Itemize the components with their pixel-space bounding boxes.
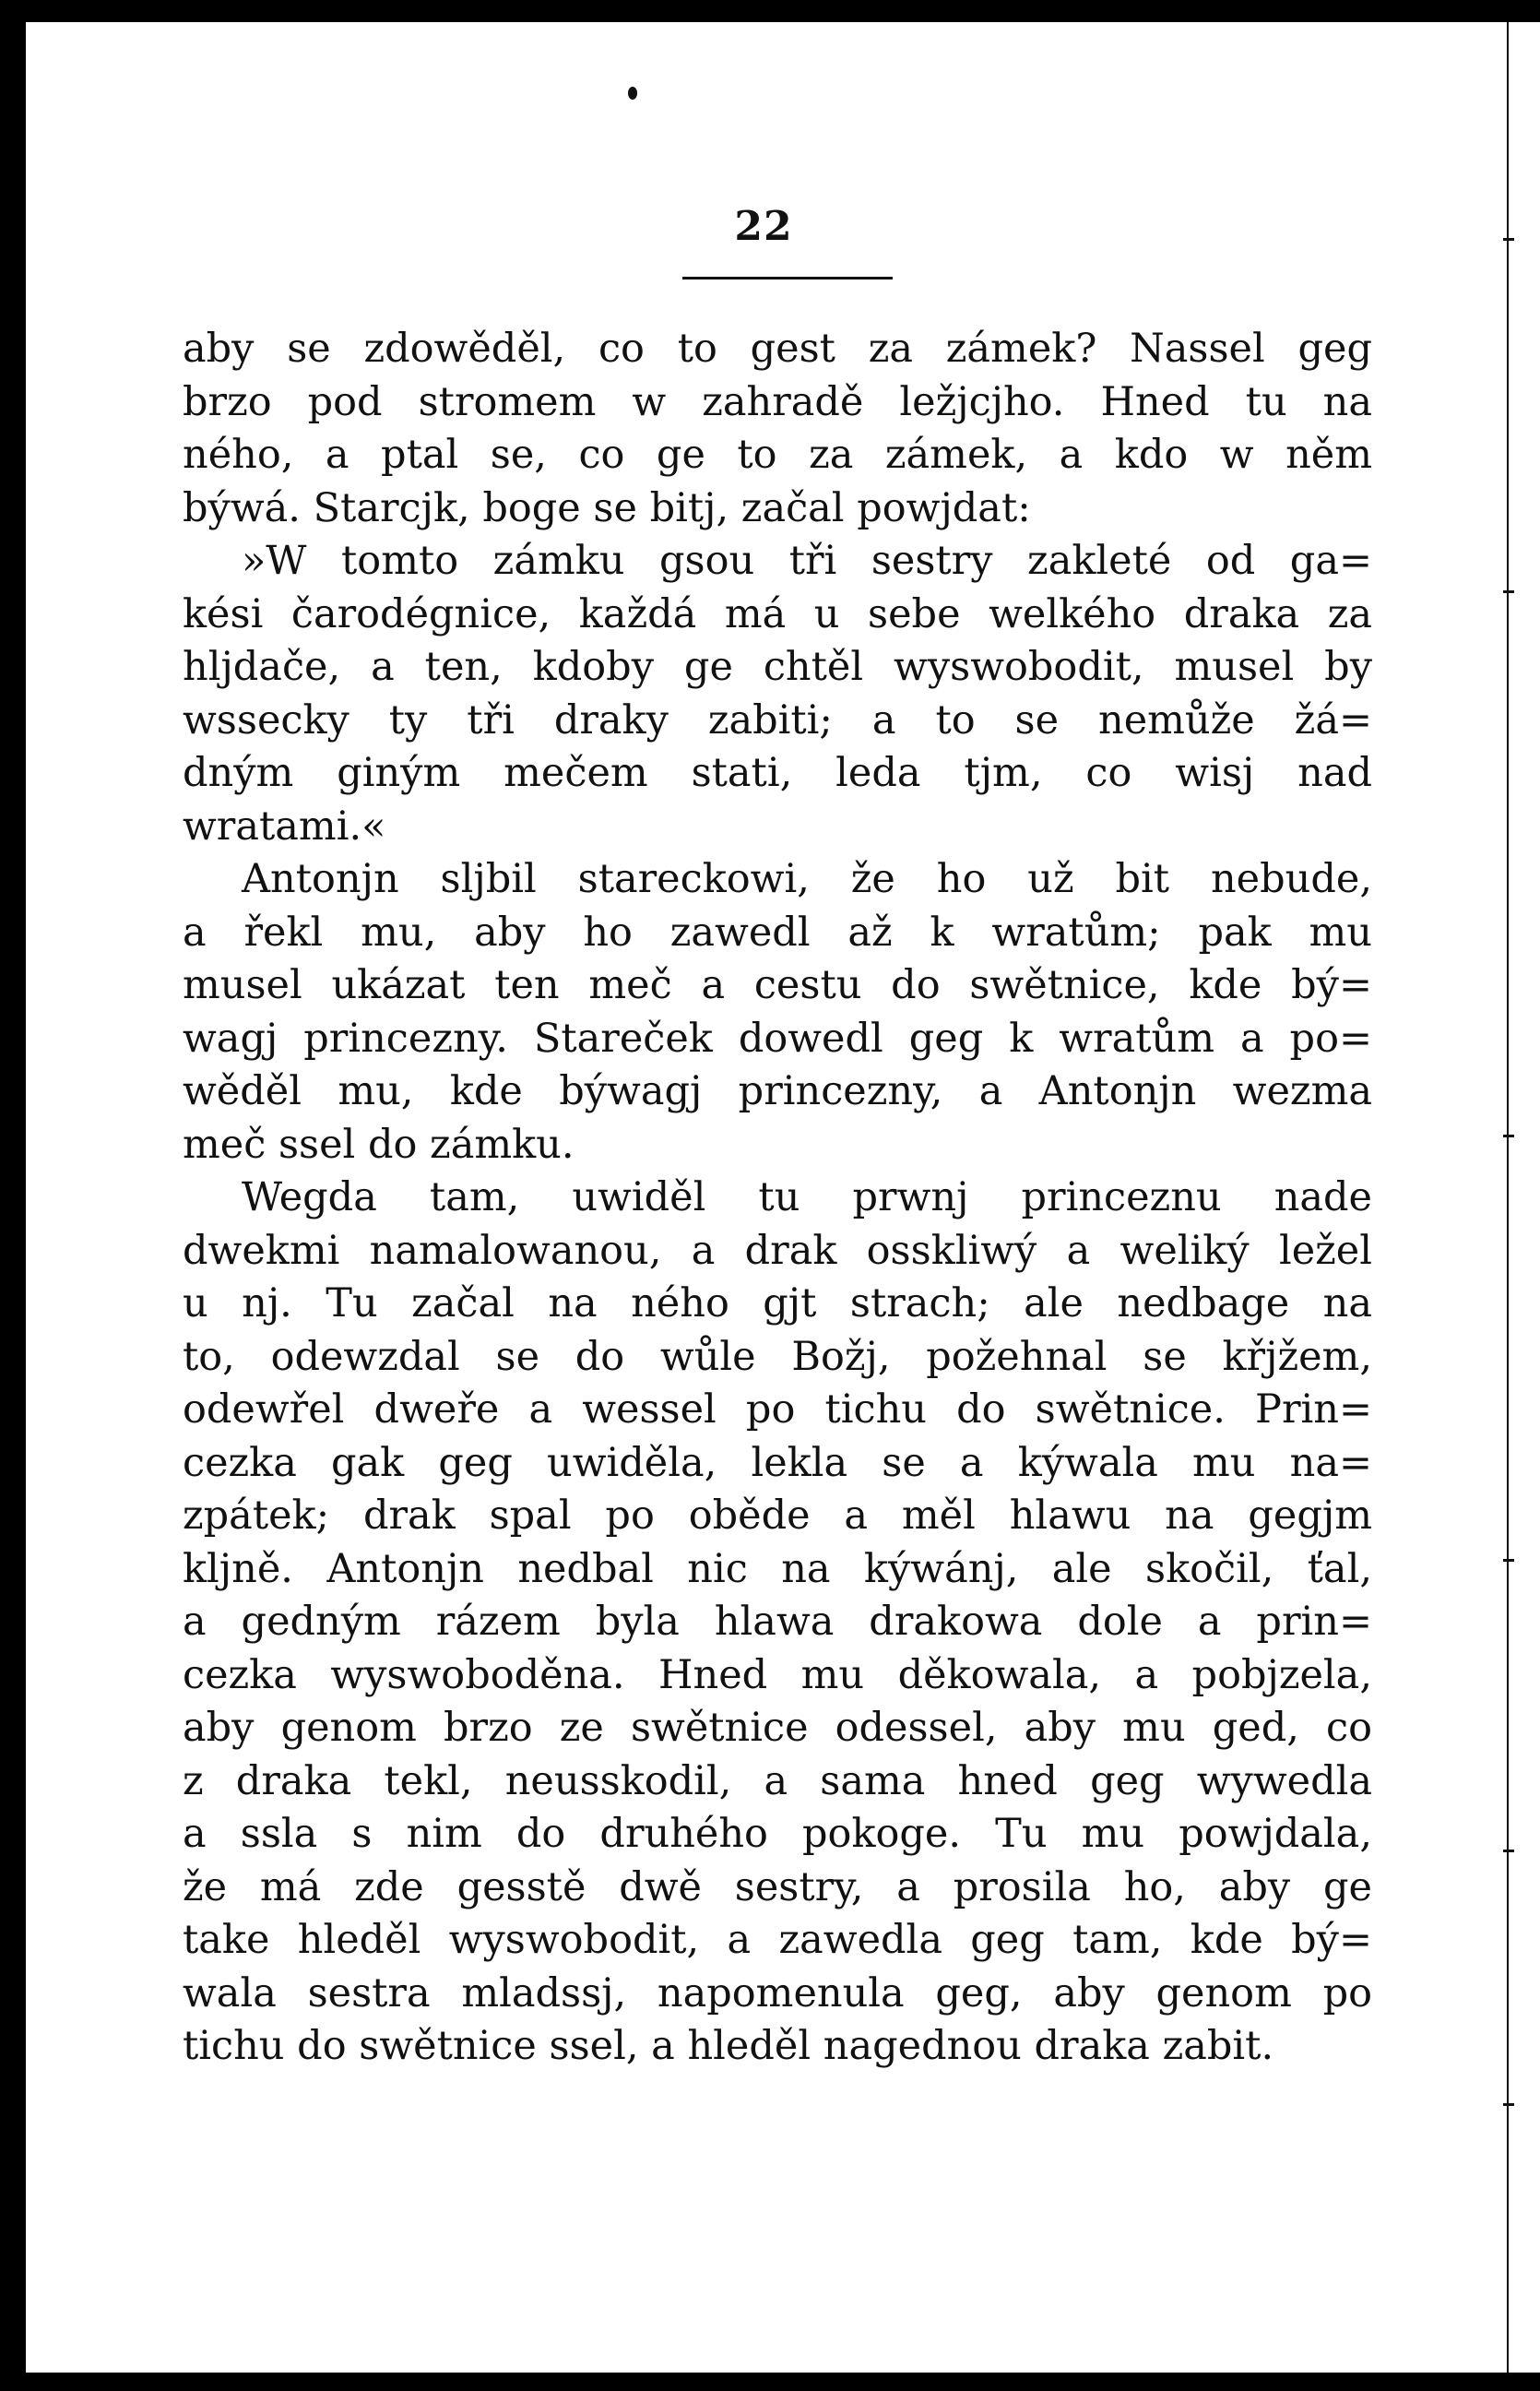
body-text — [183, 323, 1372, 2074]
text-line: aby se zdowěděl, co to gest za zámek? Nassel geg — [183, 326, 1372, 372]
text-line: cezka gak geg uwiděla, lekla se a kýwala mu na= — [183, 1439, 1372, 1486]
text-line: z draka tekl, neusskodil, a sama hned geg wywedla — [183, 1757, 1372, 1804]
edge-tick — [1503, 1135, 1514, 1137]
text-line: meč ssel do zámku. — [183, 1121, 575, 1168]
text-line: že má zde gesstě dwě sestry, a prosila ho, aby ge — [183, 1863, 1372, 1910]
text-line: wěděl mu, kde býwagj princezny, a Antonjn wezma — [183, 1068, 1372, 1114]
text-line: wratami.« — [183, 803, 386, 850]
text-line: a řekl mu, aby ho zawedl až k wratům; pak mu — [183, 909, 1372, 956]
text-line: cezka wyswoboděna. Hned mu děkowala, a pobjzela, — [183, 1651, 1372, 1698]
page-number: 22 — [734, 203, 793, 250]
text-line: kljně. Antonjn nedbal nic na kýwánj, ale skočil, ťal, — [183, 1545, 1372, 1592]
text-line: a gedným rázem byla hlawa drakowa dole a prin= — [183, 1599, 1372, 1645]
edge-tick — [1503, 1850, 1514, 1852]
text-line: u nj. Tu začal na ného gjt strach; ale nedbage na — [183, 1280, 1372, 1326]
edge-tick — [1503, 590, 1514, 593]
gutter-strip — [1509, 22, 1540, 2373]
text-line: wagj princezny. Stareček dowedl geg k wratům a po= — [183, 1015, 1372, 1062]
text-line: ného, a ptal se, co ge to za zámek, a kdo w něm — [183, 432, 1372, 478]
text-line: take hleděl wyswobodit, a zawedla geg tam, kde bý= — [183, 1917, 1372, 1963]
text-line: wssecky ty tři draky zabiti; a to se nemůže žá= — [183, 696, 1372, 743]
text-line: tichu do swětnice ssel, a hleděl nagednou draka zabit. — [183, 2023, 1274, 2069]
ink-speck — [628, 87, 637, 100]
edge-tick — [1503, 1559, 1514, 1562]
text-line: aby genom brzo ze swětnice odessel, aby mu ged, co — [183, 1705, 1372, 1751]
header-rule — [682, 277, 893, 280]
text-line: a ssla s nim do druhého pokoge. Tu mu powjdala, — [183, 1811, 1372, 1857]
text-line: Antonjn sljbil stareckowi, že ho už bit nebude, — [242, 856, 1372, 902]
text-line: odewřel dweře a wessel po tichu do swětnice. Prin= — [183, 1386, 1372, 1433]
text-line: brzo pod stromem w zahradě ležjcjho. Hned tu na — [183, 378, 1372, 425]
text-line: Wegda tam, uwiděl tu prwnj princeznu nade — [242, 1174, 1372, 1220]
text-line: dným giným mečem stati, leda tjm, co wisj nad — [183, 750, 1372, 796]
book-page — [26, 22, 1501, 2373]
text-line: zpátek; drak spal po oběde a měl hlawu na gegjm — [183, 1493, 1372, 1539]
edge-tick — [1503, 238, 1514, 241]
text-line: kési čarodégnice, každá má u sebe welkého draka za — [183, 590, 1372, 637]
edge-tick — [1503, 2103, 1514, 2106]
text-line: hljdače, a ten, kdoby ge chtěl wyswobodit, musel by — [183, 644, 1372, 690]
text-line: to, odewzdal se do wůle Božj, požehnal se křjžem, — [183, 1333, 1372, 1380]
text-line: wala sestra mladssj, napomenula geg, aby genom po — [183, 1969, 1372, 2016]
text-line: býwá. Starcjk, boge se bitj, začal powjdat: — [183, 484, 1031, 531]
text-line: dwekmi namalowanou, a drak osskliwý a weliký ležel — [183, 1227, 1372, 1274]
text-line: »W tomto zámku gsou tři sestry zakleté od ga= — [242, 538, 1372, 584]
text-line: musel ukázat ten meč a cestu do swětnice, kde bý= — [183, 962, 1372, 1008]
